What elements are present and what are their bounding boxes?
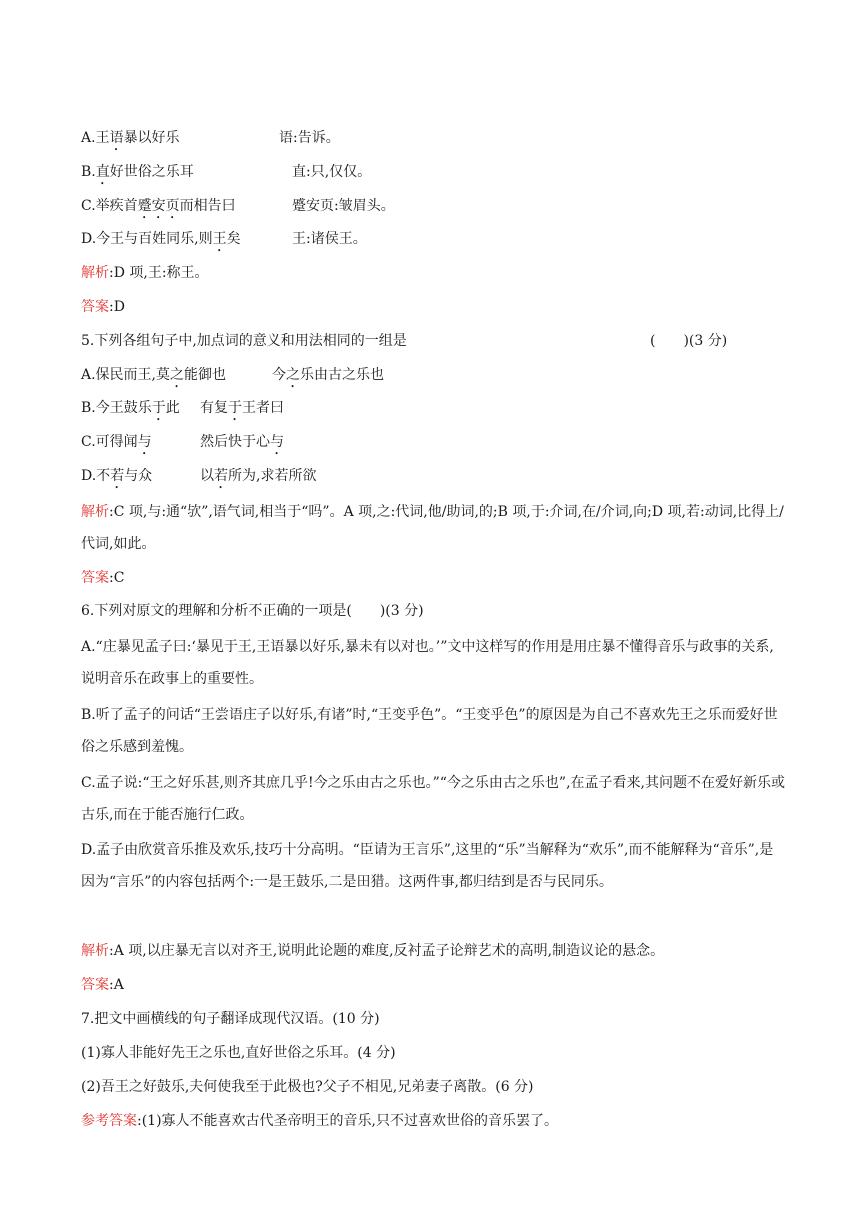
answer-label: 答案 [81,570,109,586]
dotted-word: 王 [212,231,227,247]
option-text: 所为,求若所欲 [228,468,317,484]
dotted-word: 若 [214,468,228,484]
q4-option-c [81,196,236,222]
option-text: B. [81,164,96,180]
option-text: 暴以好乐 [123,130,180,146]
dotted-word: 与 [137,434,152,450]
option-text: 而相告曰 [179,198,236,214]
analysis-label: 解析 [81,504,109,520]
q4-option-a [81,128,180,154]
reference-answer-label: 参考答案 [81,1113,137,1129]
analysis-label: 解析 [81,265,109,281]
answer-text: :A [109,977,124,993]
option-text: A.王 [81,130,110,146]
q7-reference-answer [81,1111,558,1131]
q5-option-a-second [272,365,384,391]
answer-text: :D [109,299,125,315]
q6-option-d: D.孟子由欣赏音乐推及欢乐,技巧十分高明。“臣请为王言乐”,这里的“乐”当解释为“欢乐”,而不能解释为“音乐”,是因为“言乐”的内容包括两个:一是王鼓乐,二是田猎。这两件事,都归结到是否与民同乐。 [81,842,774,890]
q4-analysis [81,263,209,283]
q6-stem: 6.下列对原文的理解和分析不正确的一项是( )(3 分) [81,603,424,619]
q5-answer [81,568,124,588]
option-text: 好世俗之乐耳 [109,164,194,180]
q5-option-d-second [200,466,316,492]
dotted-word: 若 [110,468,125,484]
q6-analysis [81,941,664,961]
q4-answer [81,297,125,317]
q6-option-b: B.听了孟子的问话“王尝语庄子以好乐,有诸”时,“王变乎色”。“王变乎色”的原因是为自己不喜欢先王之乐而爱好世俗之乐感到羞愧。 [81,707,778,755]
option-text: A.保民而王,莫 [81,367,171,383]
dotted-word: 与 [270,434,284,450]
answer-text: :C [109,570,125,586]
q5-option-b [81,398,180,424]
option-text: 矣 [226,231,241,247]
q5-option-b-second [200,398,284,424]
q4-option-d-note: 王:诸侯王。 [292,231,367,247]
option-text: 与众 [124,468,153,484]
option-text: 有复 [200,400,228,416]
analysis-text: :C 项,与:通“欤”,语气词,相当于“吗”。A 项,之:代词,他/助词,的;B 项,于:介词,在/介词,向;D 项,若:动词,比得上/代词,如此。 [81,504,784,552]
analysis-text: :D 项,王:称王。 [109,265,209,281]
q5-stem: 5.下列各组句子中,加点词的意义和用法相同的一组是 [81,333,407,349]
reference-answer-text: :(1)寡人不能喜欢古代圣帝明王的音乐,只不过喜欢世俗的音乐罢了。 [137,1113,558,1129]
dotted-word: 之 [170,367,185,383]
q4-option-b-note: 直:只,仅仅。 [292,164,372,180]
answer-label: 答案 [81,299,109,315]
q5-option-a [81,365,226,391]
q4-option-a-note: 语:告诉。 [279,130,340,146]
dotted-word: 于 [228,400,242,416]
option-text: B.今王鼓乐 [81,400,152,416]
q6-option-a: A.“庄暴见孟子曰:‘暴见于王,王语暴以好乐,暴未有以对也。’”文中这样写的作用是用庄暴不懂得音乐与政事的关系,说明音乐在政事上的重要性。 [81,639,774,687]
option-text: 今 [272,367,286,383]
option-text: 能御也 [184,367,227,383]
option-text: 然后快于心 [200,434,270,450]
dotted-word: 之 [286,367,300,383]
analysis-label: 解析 [81,943,109,959]
analysis-text: :A 项,以庄暴无言以对齐王,说明此论题的难度,反衬孟子论辩艺术的高明,制造议论的悬念。 [109,943,665,959]
q4-option-d [81,229,241,255]
q5-option-d [81,466,152,492]
q4-option-c-note: 蹙安页:皱眉头。 [292,198,395,214]
option-text: 此 [165,400,180,416]
dotted-word: 蹙安页 [137,198,180,214]
q5-analysis [81,496,785,560]
option-text: C.举疾首 [81,198,138,214]
dotted-word: 直 [95,164,110,180]
q6-option-c: C.孟子说:“王之好乐甚,则齐其庶几乎!今之乐由古之乐也。”“今之乐由古之乐也”,在孟子看来,其问题不在爱好新乐或古乐,而在于能否施行仁政。 [81,775,785,823]
q7-item-1: (1)寡人非能好先王之乐也,直好世俗之乐耳。(4 分) [81,1045,396,1061]
option-text: 以 [200,468,214,484]
option-text: 乐由古之乐也 [300,367,384,383]
option-text: D.今王与百姓同乐,则 [81,231,213,247]
q7-stem: 7.把文中画横线的句子翻译成现代汉语。(10 分) [81,1011,380,1027]
option-text: 王者曰 [242,400,284,416]
dotted-word: 语 [109,130,124,146]
q6-answer [81,975,124,995]
q5-bracket: ( )(3 分) [650,333,728,349]
q7-item-2: (2)吾王之好鼓乐,夫何使我至于此极也?父子不相见,兄弟妻子离散。(6 分) [81,1079,534,1095]
option-text: C.可得闻 [81,434,138,450]
q4-option-b [81,162,194,188]
option-text: D.不 [81,468,111,484]
q5-option-c-second [200,432,284,458]
answer-label: 答案 [81,977,109,993]
dotted-word: 于 [151,400,166,416]
q5-option-c [81,432,152,458]
